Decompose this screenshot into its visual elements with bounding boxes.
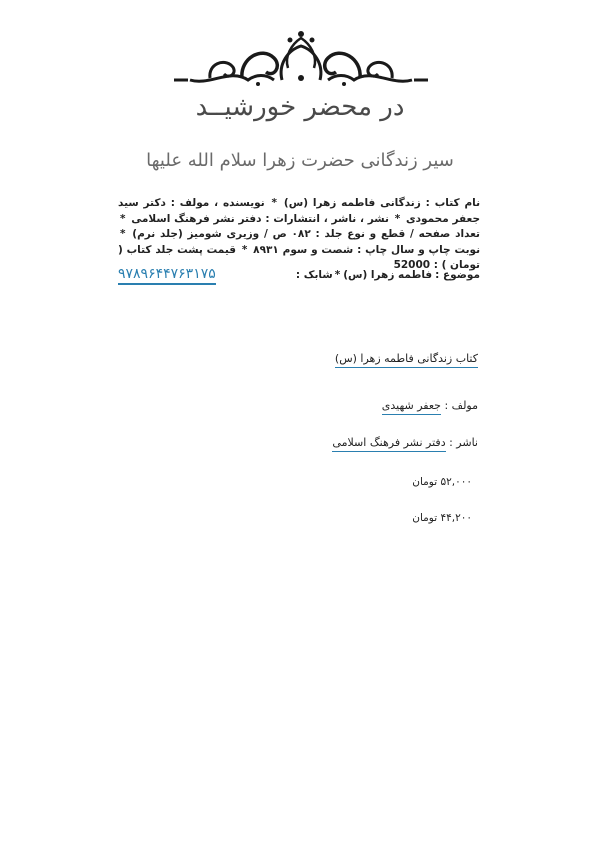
separator: * bbox=[271, 197, 278, 209]
author-row bbox=[382, 399, 478, 412]
author-label: نویسنده ، مولف : bbox=[170, 197, 265, 209]
author-prefix: مولف : bbox=[444, 399, 478, 412]
isbn-link[interactable]: ۹۷۸۹۶۴۴۷۶۳۱۷۵ bbox=[118, 266, 216, 285]
isbn-label: شابک : bbox=[295, 269, 333, 281]
separator: * bbox=[394, 212, 401, 225]
page-title: در محضر خورشیــد bbox=[195, 92, 405, 122]
author-value: دکتر سید جعفر محمودی bbox=[118, 197, 481, 225]
publisher-prefix: ناشر : bbox=[449, 436, 478, 449]
edition-value: شصت و سوم ۸۹۳۱ bbox=[253, 243, 354, 256]
discount-price: ۴۴,۲۰۰ تومان bbox=[412, 512, 472, 524]
book-title-value: زندگانی فاطمه زهرا (س) bbox=[283, 197, 421, 209]
subject-label: موضوع : bbox=[435, 269, 480, 281]
publisher-label: نشر ، ناشر ، انتشارات : bbox=[265, 212, 389, 225]
book-link[interactable]: کتاب زندگانی فاطمه زهرا (س) bbox=[335, 352, 478, 368]
edition-label: نوبت چاپ و سال چاپ : bbox=[357, 243, 481, 256]
publisher-row bbox=[332, 436, 478, 449]
pages-label: تعداد صفحه / قطع و نوع جلد : bbox=[315, 228, 481, 240]
price-value: 52000 bbox=[393, 259, 431, 271]
book-link-row bbox=[335, 352, 478, 365]
decorative-ornament-icon bbox=[170, 28, 432, 90]
original-price: ۵۲,۰۰۰ تومان bbox=[412, 476, 472, 488]
page-subtitle: سیر زندگانی حضرت زهرا سلام الله علیها bbox=[146, 150, 454, 171]
book-title-label: نام کتاب : bbox=[425, 197, 481, 209]
separator: * bbox=[120, 228, 126, 240]
subject-row bbox=[118, 266, 480, 285]
price-label: قیمت پشت جلد کتاب ( تومان ) : bbox=[118, 243, 480, 271]
subject-value: فاطمه زهرا (س) bbox=[343, 269, 433, 281]
separator: * bbox=[241, 243, 248, 256]
pages-value: ۰۸۲ ص / وزیری شومیز (جلد نرم) bbox=[132, 228, 311, 240]
publisher-value: دفتر نشر فرهنگ اسلامی bbox=[131, 212, 262, 225]
book-metadata bbox=[118, 196, 480, 274]
separator: * bbox=[120, 212, 126, 225]
author-link[interactable]: جعفر شهیدی bbox=[382, 399, 441, 415]
publisher-link[interactable]: دفتر نشر فرهنگ اسلامی bbox=[332, 436, 445, 452]
separator: * bbox=[334, 269, 341, 281]
